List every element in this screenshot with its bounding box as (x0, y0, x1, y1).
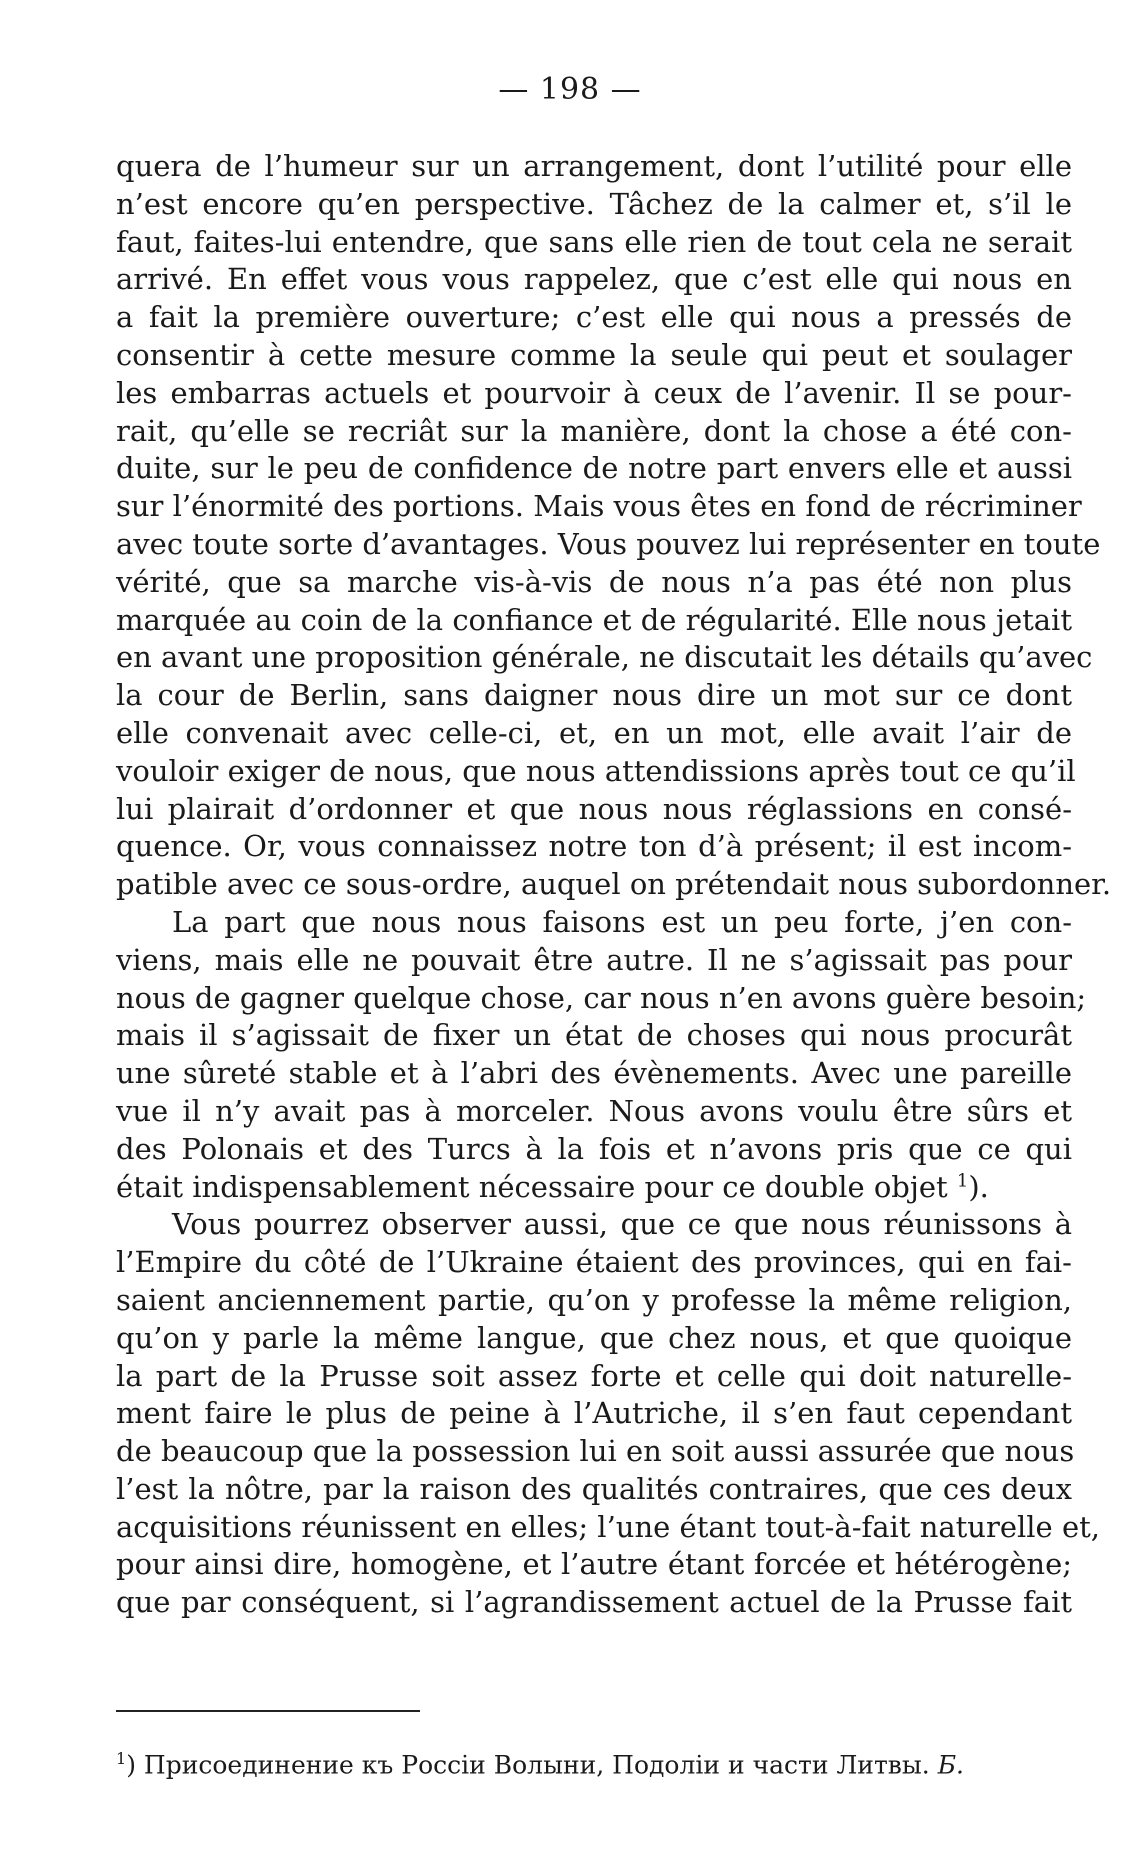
paragraph-2 (116, 904, 1087, 1206)
text-line: faut, faites-lui entendre, que sans elle rien de tout cela ne serait (116, 224, 1072, 259)
text-line: marquée au coin de la confiance et de régularité. Elle nous jetait (116, 602, 1072, 637)
footnote-marker-close: ) (126, 1750, 136, 1780)
text-line: rait, qu’elle se recriât sur la manière, dont la chose a été con- (116, 413, 1072, 448)
text-line: vouloir exiger de nous, que nous attendissions après tout ce qu’il (116, 753, 1076, 788)
text-line: duite, sur le peu de confidence de notre part envers elle et aussi (116, 451, 1072, 486)
text-line: vérité, que sa marche vis-à-vis de nous n’a pas été non plus (116, 564, 1072, 599)
text-line: l’Empire du côté de l’Ukraine étaient des provinces, qui en fai- (116, 1245, 1072, 1280)
footnote-divider (116, 1710, 420, 1712)
text-line: quera de l’humeur sur un arrangement, dont l’utilité pour elle (116, 149, 1072, 183)
text-line: des Polonais et des Turcs à la fois et n’avons pris que ce qui (116, 1131, 1072, 1166)
text-line: lui plairait d’ordonner et que nous nous réglassions en consé- (116, 791, 1072, 826)
text-line: a fait la première ouverture; c’est elle qui nous a pressés de (116, 300, 1072, 335)
text-line: quence. Or, vous connaissez notre ton d’à présent; il est incom- (116, 829, 1072, 864)
text-line: acquisitions réunissent en elles; l’une étant tout-à-fait naturelle et, (116, 1509, 1100, 1544)
text-line: que par conséquent, si l’agrandissement actuel de la Prusse fait (116, 1585, 1072, 1620)
text-line: avec toute sorte d’avantages. Vous pouvez lui représenter en toute (116, 526, 1101, 561)
text-line: ment faire le plus de peine à l’Autriche, il s’en faut cependant (116, 1396, 1072, 1431)
text-line: qu’on y parle la même langue, que chez nous, et que quoique (116, 1320, 1072, 1355)
text-line: mais il s’agissait de fixer un état de choses qui nous procurât (116, 1018, 1072, 1053)
text-line: de beaucoup que la possession lui en soit aussi assurée que nous (116, 1434, 1075, 1469)
footnote-marker: 1 (116, 1749, 127, 1768)
footnote-reference[interactable]: 1 (956, 1169, 969, 1191)
text-line: consentir à cette mesure comme la seule qui peut et soulager (116, 337, 1072, 372)
text-line: n’est encore qu’en perspective. Tâchez de la calmer et, s’il le (116, 186, 1072, 221)
text-line: saient anciennement partie, qu’on y professe la même religion, (116, 1282, 1072, 1317)
footnote-text: Присоединение къ Россіи Волыни, Подоліи и части Литвы. (143, 1750, 930, 1780)
text-line: arrivé. En effet vous vous rappelez, que c’est elle qui nous en (116, 262, 1072, 297)
text-line: elle convenait avec celle-ci, et, en un mot, elle avait l’air de (116, 715, 1072, 750)
text-line: en avant une proposition générale, ne discutait les détails qu’avec (116, 640, 1093, 675)
text-line: nous de gagner quelque chose, car nous n’en avons guère besoin; (116, 980, 1087, 1015)
footnote-reference-close: ). (968, 1169, 989, 1204)
text-line: vue il n’y avait pas à morceler. Nous avons voulu être sûrs et (116, 1093, 1072, 1128)
text-line: patible avec ce sous-ordre, auquel on prétendait nous subordonner. (116, 867, 1112, 902)
text-line: était indispensablement nécessaire pour ce double objet (116, 1169, 948, 1204)
text-line-with-footnote (116, 1169, 1072, 1207)
footnote-signature: Б. (937, 1750, 965, 1780)
text-line: sur l’énormité des portions. Mais vous êtes en fond de récriminer (116, 489, 1082, 524)
text-line: Vous pourrez observer aussi, que ce que nous réunissons à (172, 1207, 1072, 1242)
text-line: une sûreté stable et à l’abri des évènements. Avec une pareille (116, 1056, 1072, 1091)
text-line: la cour de Berlin, sans daigner nous dire un mot sur ce dont (116, 678, 1072, 713)
page-number: — 198 — (498, 72, 642, 107)
body-text (116, 148, 1112, 1622)
text-line: pour ainsi dire, homogène, et l’autre étant forcée et hétérogène; (116, 1547, 1072, 1582)
text-line: La part que nous nous faisons est un peu forte, j’en con- (172, 904, 1072, 939)
text-line: l’est la nôtre, par la raison des qualités contraires, que ces deux (116, 1471, 1072, 1506)
paragraph-3 (116, 1206, 1100, 1622)
text-line: viens, mais elle ne pouvait être autre. Il ne s’agissait pas pour (116, 942, 1072, 977)
footnote (116, 1741, 1016, 1783)
text-line: les embarras actuels et pourvoir à ceux de l’avenir. Il se pour- (116, 375, 1072, 410)
text-line: la part de la Prusse soit assez forte et celle qui doit naturelle- (116, 1358, 1072, 1393)
paragraph-1 (116, 148, 1112, 904)
